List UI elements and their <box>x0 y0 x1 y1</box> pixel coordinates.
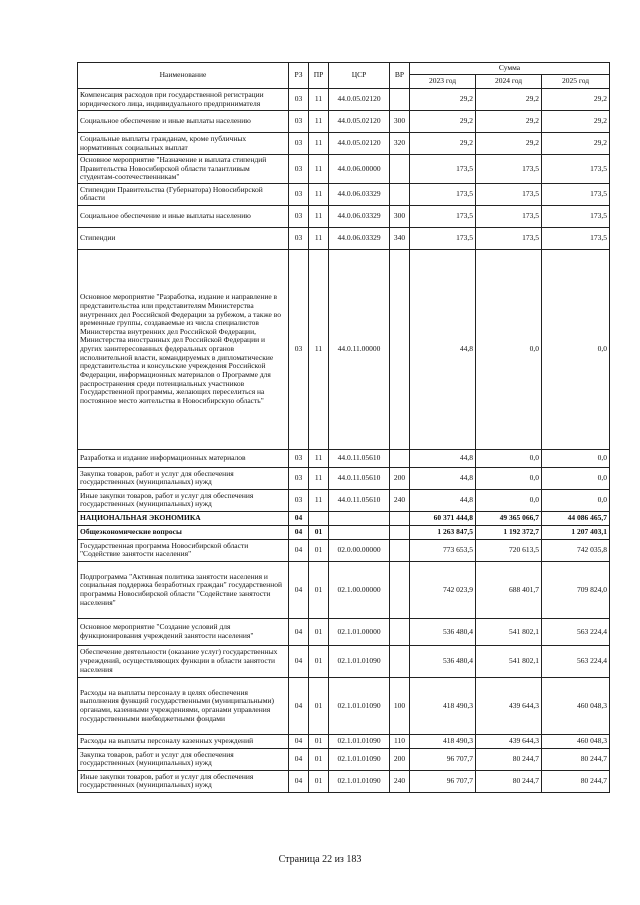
row-vr: 200 <box>390 748 410 770</box>
row-vr: 300 <box>390 205 410 227</box>
row-name: Компенсация расходов при государственной регистрации юридического лица, индивидуального предпринимателя <box>78 89 289 111</box>
row-pr: 11 <box>309 89 329 111</box>
row-value-2023: 29,2 <box>410 133 476 155</box>
row-value-2024: 80 244,7 <box>476 748 542 770</box>
row-name: Расходы на выплаты персоналу в целях обеспечения выполнения функций государственными (муниципальными) органами, казенными учреждениями, органами управления государственными внебюджетными фондами <box>78 677 289 734</box>
row-value-2023: 44,8 <box>410 449 476 467</box>
row-csr: 44.0.06.03329 <box>329 227 390 249</box>
row-csr: 44.0.11.05610 <box>329 467 390 489</box>
row-pr: 11 <box>309 111 329 133</box>
row-pr: 01 <box>309 677 329 734</box>
row-value-2024: 29,2 <box>476 111 542 133</box>
row-csr: 44.0.05.02120 <box>329 133 390 155</box>
row-csr: 02.1.00.00000 <box>329 561 390 618</box>
row-value-2023: 60 371 444,8 <box>410 511 476 525</box>
row-csr: 02.1.01.01090 <box>329 734 390 748</box>
row-value-2023: 536 480,4 <box>410 645 476 677</box>
row-rz: 04 <box>289 677 309 734</box>
row-rz: 03 <box>289 249 309 449</box>
row-value-2025: 0,0 <box>542 449 610 467</box>
row-value-2024: 720 613,5 <box>476 539 542 561</box>
row-value-2024: 173,5 <box>476 155 542 184</box>
row-name: Иные закупки товаров, работ и услуг для обеспечения государственных (муниципальных) нужд <box>78 489 289 511</box>
row-rz: 04 <box>289 539 309 561</box>
col-header-name: Наименование <box>78 63 289 89</box>
row-name: Закупка товаров, работ и услуг для обеспечения государственных (муниципальных) нужд <box>78 467 289 489</box>
row-pr: 01 <box>309 734 329 748</box>
row-pr: 01 <box>309 525 329 539</box>
row-value-2024: 29,2 <box>476 89 542 111</box>
table-row <box>78 770 610 792</box>
row-value-2025: 563 224,4 <box>542 618 610 645</box>
row-csr: 44.0.05.02120 <box>329 89 390 111</box>
row-pr: 01 <box>309 748 329 770</box>
table-row <box>78 89 610 111</box>
row-pr: 11 <box>309 183 329 205</box>
table-row <box>78 748 610 770</box>
row-csr: 02.1.01.01090 <box>329 677 390 734</box>
table-row <box>78 111 610 133</box>
row-value-2024: 29,2 <box>476 133 542 155</box>
row-rz: 03 <box>289 89 309 111</box>
row-name: Общеэкономические вопросы <box>78 525 289 539</box>
row-vr <box>390 449 410 467</box>
row-csr: 44.0.06.03329 <box>329 183 390 205</box>
row-value-2025: 742 035,8 <box>542 539 610 561</box>
row-value-2025: 173,5 <box>542 227 610 249</box>
row-value-2023: 173,5 <box>410 155 476 184</box>
col-header-sum: Сумма <box>410 63 610 75</box>
row-vr <box>390 539 410 561</box>
row-rz: 04 <box>289 734 309 748</box>
row-pr: 11 <box>309 449 329 467</box>
row-name: Основное мероприятие "Создание условий для функционирования учреждений занятости населения" <box>78 618 289 645</box>
row-pr <box>309 511 329 525</box>
row-pr: 01 <box>309 770 329 792</box>
row-rz: 03 <box>289 467 309 489</box>
row-name: Иные закупки товаров, работ и услуг для обеспечения государственных (муниципальных) нужд <box>78 770 289 792</box>
row-value-2025: 29,2 <box>542 89 610 111</box>
row-csr <box>329 511 390 525</box>
row-csr: 02.1.01.01090 <box>329 645 390 677</box>
col-header-2023: 2023 год <box>410 75 476 89</box>
row-rz: 04 <box>289 525 309 539</box>
row-rz: 03 <box>289 227 309 249</box>
row-rz: 04 <box>289 748 309 770</box>
table-row <box>78 183 610 205</box>
col-header-rz: РЗ <box>289 63 309 89</box>
row-value-2024: 173,5 <box>476 205 542 227</box>
row-pr: 11 <box>309 489 329 511</box>
row-value-2025: 29,2 <box>542 133 610 155</box>
row-value-2025: 44 086 465,7 <box>542 511 610 525</box>
row-value-2023: 29,2 <box>410 89 476 111</box>
row-value-2024: 688 401,7 <box>476 561 542 618</box>
table-row <box>78 734 610 748</box>
table-row <box>78 133 610 155</box>
row-csr: 44.0.05.02120 <box>329 111 390 133</box>
table-row <box>78 645 610 677</box>
row-value-2024: 541 802,1 <box>476 618 542 645</box>
row-csr: 44.0.11.05610 <box>329 449 390 467</box>
row-name: Социальное обеспечение и иные выплаты населению <box>78 205 289 227</box>
row-csr: 44.0.11.05610 <box>329 489 390 511</box>
row-vr: 320 <box>390 133 410 155</box>
table-row <box>78 489 610 511</box>
row-value-2023: 773 653,5 <box>410 539 476 561</box>
row-name: Основное мероприятие "Назначение и выплата стипендий Правительства Новосибирской области талантливым студентам-соотечественникам" <box>78 155 289 184</box>
row-csr: 02.1.01.01090 <box>329 748 390 770</box>
row-value-2023: 173,5 <box>410 227 476 249</box>
row-value-2023: 96 707,7 <box>410 770 476 792</box>
row-name: НАЦИОНАЛЬНАЯ ЭКОНОМИКА <box>78 511 289 525</box>
row-vr: 100 <box>390 677 410 734</box>
row-value-2023: 536 480,4 <box>410 618 476 645</box>
row-csr: 44.0.06.00000 <box>329 155 390 184</box>
row-value-2025: 80 244,7 <box>542 748 610 770</box>
row-pr: 01 <box>309 645 329 677</box>
row-csr: 02.0.00.00000 <box>329 539 390 561</box>
col-header-csr: ЦСР <box>329 63 390 89</box>
table-row <box>78 511 610 525</box>
row-vr <box>390 249 410 449</box>
row-value-2023: 44,8 <box>410 249 476 449</box>
row-value-2025: 0,0 <box>542 467 610 489</box>
row-rz: 03 <box>289 205 309 227</box>
row-pr: 11 <box>309 155 329 184</box>
col-header-2024: 2024 год <box>476 75 542 89</box>
row-value-2025: 0,0 <box>542 249 610 449</box>
row-rz: 03 <box>289 155 309 184</box>
row-value-2025: 29,2 <box>542 111 610 133</box>
row-value-2024: 1 192 372,7 <box>476 525 542 539</box>
row-name: Основное мероприятие "Разработка, издание и направление в представительства или представителям Министерства внутренних дел Российской Федерации за рубежом, а также во временные группы, создаваемые из числа специалистов Министерства внутренних дел Российской Федерации, Министерства иностранных дел Российской Федерации и других заинтересованных федеральных органов исполнительной власти, командируемых в дипломатические представительства и консульские учреждения Российской Федерации, информационных материалов о Программе для распространения среди потенциальных участников Государственной программы, желающих переселиться на постоянное место жительства в Новосибирскую область" <box>78 249 289 449</box>
row-vr: 110 <box>390 734 410 748</box>
row-value-2024: 541 802,1 <box>476 645 542 677</box>
row-rz: 03 <box>289 183 309 205</box>
row-name: Обеспечение деятельности (оказание услуг) государственных учреждений, осуществляющих функции в области занятости населения <box>78 645 289 677</box>
row-value-2025: 173,5 <box>542 183 610 205</box>
row-value-2024: 0,0 <box>476 249 542 449</box>
table-row <box>78 539 610 561</box>
table-row <box>78 227 610 249</box>
row-rz: 04 <box>289 770 309 792</box>
row-value-2025: 0,0 <box>542 489 610 511</box>
row-value-2024: 439 644,3 <box>476 677 542 734</box>
table-row <box>78 249 610 449</box>
row-value-2023: 29,2 <box>410 111 476 133</box>
row-value-2024: 49 365 066,7 <box>476 511 542 525</box>
row-vr <box>390 183 410 205</box>
row-name: Социальное обеспечение и иные выплаты населению <box>78 111 289 133</box>
table-row <box>78 677 610 734</box>
row-name: Разработка и издание информационных материалов <box>78 449 289 467</box>
row-pr: 11 <box>309 467 329 489</box>
table-row <box>78 449 610 467</box>
row-rz: 04 <box>289 511 309 525</box>
row-csr <box>329 525 390 539</box>
col-header-2025: 2025 год <box>542 75 610 89</box>
row-pr: 11 <box>309 227 329 249</box>
row-value-2023: 418 490,3 <box>410 677 476 734</box>
row-value-2023: 742 023,9 <box>410 561 476 618</box>
row-name: Социальные выплаты гражданам, кроме публичных нормативных социальных выплат <box>78 133 289 155</box>
budget-table <box>77 62 610 793</box>
row-vr: 340 <box>390 227 410 249</box>
row-vr <box>390 511 410 525</box>
row-csr: 02.1.01.00000 <box>329 618 390 645</box>
row-vr <box>390 89 410 111</box>
row-vr <box>390 525 410 539</box>
row-value-2024: 439 644,3 <box>476 734 542 748</box>
row-vr <box>390 155 410 184</box>
row-vr <box>390 561 410 618</box>
row-pr: 01 <box>309 561 329 618</box>
row-value-2024: 0,0 <box>476 489 542 511</box>
row-value-2025: 460 048,3 <box>542 677 610 734</box>
row-value-2025: 80 244,7 <box>542 770 610 792</box>
row-name: Государственная программа Новосибирской области "Содействие занятости населения" <box>78 539 289 561</box>
row-name: Стипендии Правительства (Губернатора) Новосибирской области <box>78 183 289 205</box>
row-value-2023: 173,5 <box>410 183 476 205</box>
row-value-2023: 96 707,7 <box>410 748 476 770</box>
row-vr: 300 <box>390 111 410 133</box>
row-rz: 04 <box>289 618 309 645</box>
row-csr: 02.1.01.01090 <box>329 770 390 792</box>
row-value-2025: 460 048,3 <box>542 734 610 748</box>
row-pr: 11 <box>309 205 329 227</box>
row-pr: 11 <box>309 249 329 449</box>
row-csr: 44.0.11.00000 <box>329 249 390 449</box>
row-rz: 03 <box>289 133 309 155</box>
row-rz: 04 <box>289 561 309 618</box>
row-value-2023: 44,8 <box>410 489 476 511</box>
table-row <box>78 467 610 489</box>
row-value-2024: 173,5 <box>476 183 542 205</box>
row-value-2025: 173,5 <box>542 155 610 184</box>
row-rz: 03 <box>289 489 309 511</box>
row-value-2024: 173,5 <box>476 227 542 249</box>
table-row <box>78 205 610 227</box>
row-value-2023: 173,5 <box>410 205 476 227</box>
row-vr: 240 <box>390 489 410 511</box>
row-name: Расходы на выплаты персоналу казенных учреждений <box>78 734 289 748</box>
row-name: Закупка товаров, работ и услуг для обеспечения государственных (муниципальных) нужд <box>78 748 289 770</box>
row-value-2025: 1 207 403,1 <box>542 525 610 539</box>
row-value-2024: 0,0 <box>476 449 542 467</box>
row-rz: 03 <box>289 111 309 133</box>
table-row <box>78 155 610 184</box>
row-pr: 01 <box>309 539 329 561</box>
row-name: Подпрограмма "Активная политика занятости населения и социальная поддержка безработных граждан" государственной программы Новосибирской области "Содействие занятости населения" <box>78 561 289 618</box>
row-value-2024: 0,0 <box>476 467 542 489</box>
table-row <box>78 618 610 645</box>
page-number: Страница 22 из 183 <box>278 854 362 865</box>
row-value-2023: 418 490,3 <box>410 734 476 748</box>
row-value-2023: 1 263 847,5 <box>410 525 476 539</box>
col-header-pr: ПР <box>309 63 329 89</box>
row-value-2025: 173,5 <box>542 205 610 227</box>
row-vr <box>390 618 410 645</box>
row-value-2024: 80 244,7 <box>476 770 542 792</box>
row-rz: 04 <box>289 645 309 677</box>
table-row <box>78 525 610 539</box>
row-pr: 01 <box>309 618 329 645</box>
row-vr <box>390 645 410 677</box>
col-header-vr: ВР <box>390 63 410 89</box>
row-value-2025: 709 824,0 <box>542 561 610 618</box>
row-csr: 44.0.06.03329 <box>329 205 390 227</box>
row-vr: 200 <box>390 467 410 489</box>
row-vr: 240 <box>390 770 410 792</box>
table-row <box>78 561 610 618</box>
row-value-2023: 44,8 <box>410 467 476 489</box>
row-rz: 03 <box>289 449 309 467</box>
row-value-2025: 563 224,4 <box>542 645 610 677</box>
row-name: Стипендии <box>78 227 289 249</box>
row-pr: 11 <box>309 133 329 155</box>
